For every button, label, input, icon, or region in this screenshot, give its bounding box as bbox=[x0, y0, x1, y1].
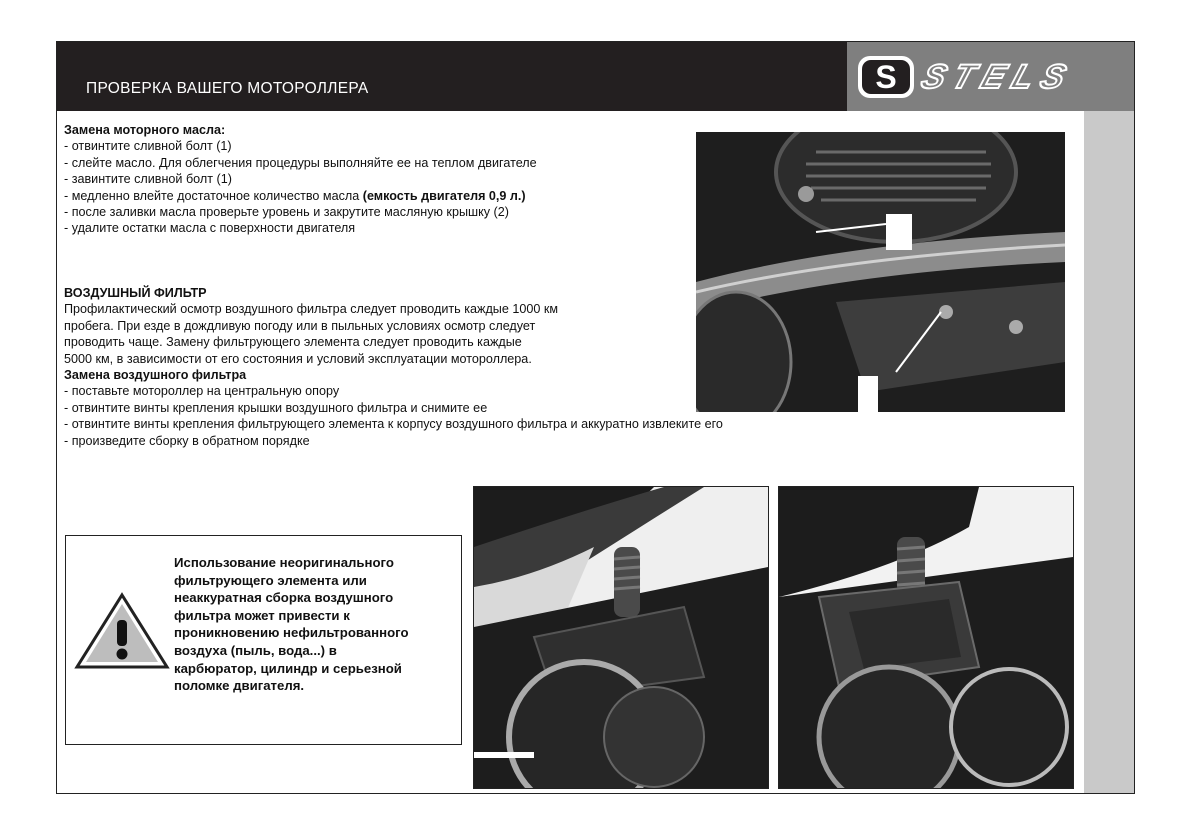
scooter-photo-left bbox=[473, 486, 769, 789]
warning-triangle-icon bbox=[74, 592, 170, 675]
oil-step: - слейте масло. Для облегчения процедуры выполняйте ее на теплом двигателе bbox=[64, 155, 537, 170]
warning-line: фильтрующего элемента или bbox=[174, 572, 367, 588]
oil-capacity: (емкость двигателя 0,9 л.) bbox=[362, 188, 526, 203]
brand-wordmark: STELS bbox=[916, 57, 1079, 96]
oil-heading: Замена моторного масла: bbox=[64, 123, 226, 137]
replace-step: - отвинтите винты крепления фильтрующего элемента к корпусу воздушного фильтра и аккуратно извлеките его bbox=[64, 417, 723, 432]
oil-step-text: - медленно влейте достаточное количество масла bbox=[64, 188, 363, 203]
warning-line: неаккуратная сборка воздушного bbox=[174, 590, 394, 606]
engine-photo bbox=[696, 132, 1065, 412]
warning-text bbox=[174, 554, 459, 695]
warning-line: проникновению нефильтрованного bbox=[174, 625, 409, 641]
air-filter-heading: ВОЗДУШНЫЙ ФИЛЬТР bbox=[64, 286, 207, 300]
air-filter-paragraph-line: Профилактический осмотр воздушного фильтра следует проводить каждые 1000 км bbox=[64, 302, 559, 317]
air-filter-section bbox=[64, 285, 723, 449]
warning-line: карбюратор, цилиндр и серьезной bbox=[174, 660, 402, 676]
replace-heading: Замена воздушного фильтра bbox=[64, 368, 247, 383]
warning-line: Использование неоригинального bbox=[174, 555, 394, 570]
oil-step: - отвинтите сливной болт (1) bbox=[64, 139, 232, 154]
oil-section bbox=[64, 122, 537, 237]
svg-text:S: S bbox=[875, 59, 897, 95]
air-filter-paragraph-line: пробега. При езде в дождливую погоду или в пыльных условиях осмотр следует bbox=[64, 318, 536, 333]
brand-logo bbox=[847, 42, 1134, 111]
header-bar bbox=[57, 42, 847, 111]
replace-step: - отвинтите винты крепления крышки воздушного фильтра и снимите ее bbox=[64, 400, 488, 415]
oil-step: - удалите остатки масла с поверхности двигателя bbox=[64, 221, 356, 236]
replace-step: - произведите сборку в обратном порядке bbox=[64, 433, 310, 448]
warning-line: воздуха (пыль, вода...) в bbox=[174, 642, 337, 658]
replace-step: - поставьте мотороллер на центральную опору bbox=[64, 384, 340, 399]
stels-logo-icon bbox=[847, 42, 1134, 111]
side-strip bbox=[1084, 111, 1134, 793]
air-filter-paragraph-line: проводить чаще. Замену фильтрующего элемента следует проводить каждые bbox=[64, 335, 522, 350]
oil-step bbox=[64, 188, 537, 204]
oil-step: - завинтите сливной болт (1) bbox=[64, 172, 232, 187]
warning-box bbox=[65, 535, 462, 745]
warning-line: фильтра может привести к bbox=[174, 607, 350, 623]
scooter-photo-right bbox=[778, 486, 1074, 789]
air-filter-paragraph-line: 5000 км, в зависимости от его состояния и условий эксплуатации мотороллера. bbox=[64, 351, 532, 366]
warning-line: поломке двигателя. bbox=[174, 678, 305, 694]
oil-step: - после заливки масла проверьте уровень и закрутите масляную крышку (2) bbox=[64, 205, 509, 220]
page-title: ПРОВЕРКА ВАШЕГО МОТОРОЛЛЕРА bbox=[86, 80, 369, 97]
